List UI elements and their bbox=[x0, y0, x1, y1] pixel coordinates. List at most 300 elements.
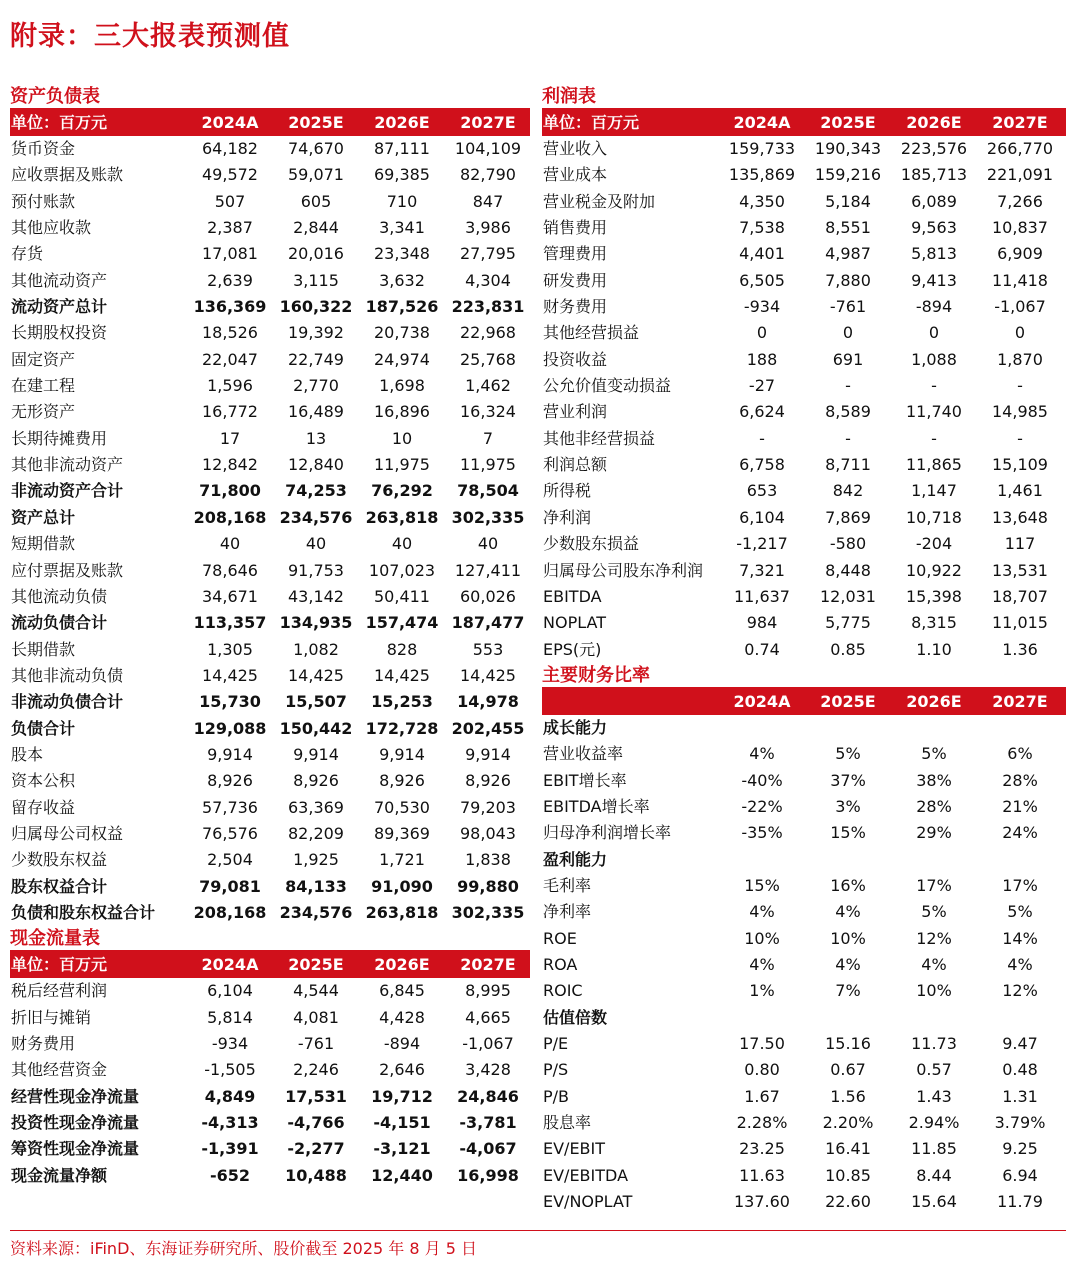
row-label: 股东权益合计 bbox=[11, 876, 108, 896]
cell-value bbox=[977, 715, 1063, 741]
cell-value: 8,711 bbox=[825, 455, 871, 475]
cell-value: 91,753 bbox=[288, 560, 344, 580]
cell-value: 8.44 bbox=[916, 1165, 952, 1185]
cell-value: 113,357 bbox=[193, 613, 267, 633]
cell-value: 11,975 bbox=[374, 455, 430, 475]
table-row bbox=[10, 1110, 530, 1136]
cell-value: 16% bbox=[830, 875, 866, 895]
cell-value: 82,790 bbox=[460, 165, 516, 185]
cell-value: 19,712 bbox=[371, 1086, 433, 1106]
cell-value: 202,455 bbox=[451, 718, 525, 738]
row-label: 固定资产 bbox=[11, 349, 76, 369]
cell-value: 16,772 bbox=[202, 402, 258, 422]
table-row bbox=[542, 347, 1066, 373]
cell-value: -761 bbox=[829, 297, 867, 317]
cell-value: 135,869 bbox=[728, 165, 796, 185]
table-row bbox=[542, 1057, 1066, 1083]
cell-value: 22,749 bbox=[288, 349, 344, 369]
cell-value: 28% bbox=[916, 796, 952, 816]
cell-value: 0 bbox=[1014, 323, 1026, 343]
table-row bbox=[542, 794, 1066, 820]
cell-value: 4% bbox=[921, 954, 947, 974]
row-label: ROE bbox=[543, 928, 577, 948]
cell-value: 6,909 bbox=[997, 244, 1043, 264]
cell-value: 134,935 bbox=[279, 613, 353, 633]
cell-value: 14,425 bbox=[374, 665, 430, 685]
table-row bbox=[10, 320, 530, 346]
year-header: 2024A bbox=[201, 113, 259, 132]
cell-value: 12,840 bbox=[288, 455, 344, 475]
cell-value: 10% bbox=[830, 928, 866, 948]
cell-value: 34,671 bbox=[202, 586, 258, 606]
cell-value: 0.67 bbox=[830, 1060, 866, 1080]
row-label: NOPLAT bbox=[543, 613, 606, 633]
cell-value: -4,313 bbox=[201, 1113, 259, 1133]
row-label: 少数股东损益 bbox=[543, 534, 640, 554]
cell-value bbox=[805, 1005, 891, 1031]
cell-value: 6,104 bbox=[739, 507, 785, 527]
financial-ratios-table bbox=[542, 663, 1066, 1216]
cell-value: 691 bbox=[832, 349, 864, 369]
cell-value: 1,305 bbox=[207, 639, 253, 659]
cell-value: 13 bbox=[305, 428, 327, 448]
row-label: 营业收益率 bbox=[543, 744, 624, 764]
table-row bbox=[542, 189, 1066, 215]
year-header: 2025E bbox=[820, 113, 876, 132]
cell-value: 1% bbox=[749, 981, 775, 1001]
row-label: 在建工程 bbox=[11, 376, 76, 396]
cell-value: 11.73 bbox=[911, 1034, 957, 1053]
table-row bbox=[542, 952, 1066, 978]
cell-value: 6% bbox=[1007, 744, 1033, 764]
table-row bbox=[10, 900, 530, 926]
cell-value: 4% bbox=[835, 902, 861, 922]
table-row bbox=[542, 768, 1066, 794]
row-label: 折旧与摊销 bbox=[11, 1007, 92, 1027]
cell-value: 15.64 bbox=[911, 1192, 957, 1212]
cell-value: 1.10 bbox=[916, 639, 952, 659]
row-label: 毛利率 bbox=[543, 875, 592, 895]
cell-value bbox=[891, 847, 977, 873]
table-row bbox=[10, 347, 530, 373]
cell-value: 11,418 bbox=[992, 270, 1048, 290]
cell-value: 3,428 bbox=[465, 1060, 511, 1080]
cell-value: 10,718 bbox=[906, 507, 962, 527]
table-row bbox=[10, 847, 530, 873]
table-row bbox=[542, 978, 1066, 1004]
cell-value: 10 bbox=[391, 428, 413, 448]
row-label: 归属母公司权益 bbox=[11, 823, 124, 843]
cell-value: 4,987 bbox=[825, 244, 871, 264]
year-header: 2027E bbox=[992, 113, 1048, 132]
unit-label bbox=[542, 689, 719, 715]
cell-value: 0 bbox=[756, 323, 768, 343]
table-row bbox=[542, 873, 1066, 899]
row-label: 所得税 bbox=[543, 481, 592, 501]
table-row bbox=[542, 162, 1066, 188]
ratios-title: 主要财务比率 bbox=[542, 663, 1066, 689]
right-column bbox=[542, 84, 1066, 1215]
table-row bbox=[542, 505, 1066, 531]
cell-value: 49,572 bbox=[202, 165, 258, 185]
cell-value: 89,369 bbox=[374, 823, 430, 843]
table-row bbox=[10, 452, 530, 478]
table-row bbox=[10, 1057, 530, 1083]
row-label: 其他非经营损益 bbox=[543, 428, 656, 448]
cell-value: 7,880 bbox=[825, 270, 871, 290]
table-row bbox=[542, 1084, 1066, 1110]
cell-value: 9,914 bbox=[465, 744, 511, 764]
year-header: 2027E bbox=[460, 955, 516, 975]
cell-value bbox=[977, 1005, 1063, 1031]
cell-value: 1,461 bbox=[997, 481, 1043, 501]
cell-value: 7,266 bbox=[997, 191, 1043, 211]
cell-value: 12,842 bbox=[202, 455, 258, 475]
table-row bbox=[542, 478, 1066, 504]
income-statement-table bbox=[542, 84, 1066, 663]
cell-value: 208,168 bbox=[193, 507, 267, 527]
cell-value: 4,350 bbox=[739, 191, 785, 211]
cell-value: 16,489 bbox=[288, 402, 344, 422]
cell-value: 137.60 bbox=[734, 1192, 790, 1212]
cell-value: 3,986 bbox=[465, 218, 511, 238]
cell-value: 828 bbox=[386, 639, 418, 659]
cell-value: 71,800 bbox=[199, 481, 261, 501]
row-label: 净利润 bbox=[543, 507, 592, 527]
cell-value: 40 bbox=[477, 534, 499, 554]
cell-value: 74,253 bbox=[285, 481, 347, 501]
row-label: 留存收益 bbox=[11, 797, 76, 817]
cell-value: 2,504 bbox=[207, 850, 253, 870]
balance-title: 资产负债表 bbox=[10, 84, 530, 110]
cell-value: 27,795 bbox=[460, 244, 516, 264]
cell-value bbox=[719, 715, 805, 741]
table-row bbox=[10, 978, 530, 1004]
row-label: 研发费用 bbox=[543, 270, 608, 290]
row-label: P/S bbox=[543, 1060, 569, 1080]
row-label: 其他流动负债 bbox=[11, 586, 108, 606]
table-row bbox=[10, 795, 530, 821]
row-label: EV/EBITDA bbox=[543, 1165, 629, 1185]
row-label: 其他非流动负债 bbox=[11, 665, 124, 685]
cell-value: 22.60 bbox=[825, 1192, 871, 1212]
cell-value: 87,111 bbox=[374, 139, 430, 158]
table-row bbox=[10, 268, 530, 294]
row-label: 归属母公司股东净利润 bbox=[543, 560, 704, 580]
cell-value: 15% bbox=[744, 875, 780, 895]
row-label: 成长能力 bbox=[543, 717, 608, 737]
row-label: 资产总计 bbox=[11, 507, 76, 527]
cell-value: 4% bbox=[749, 954, 775, 974]
cell-value: 3,632 bbox=[379, 270, 425, 290]
cell-value: -1,067 bbox=[994, 297, 1046, 317]
cell-value: -40% bbox=[741, 770, 783, 790]
row-label: EBITDA增长率 bbox=[543, 796, 650, 816]
row-label: 股息率 bbox=[543, 1113, 592, 1133]
table-row bbox=[10, 742, 530, 768]
table-row bbox=[542, 1031, 1066, 1057]
cell-value: 3% bbox=[835, 796, 861, 816]
cell-value: 2,639 bbox=[207, 270, 253, 290]
cell-value: 9,413 bbox=[911, 270, 957, 290]
cell-value: 1.31 bbox=[1002, 1086, 1038, 1106]
cell-value: 14,425 bbox=[460, 665, 516, 685]
cell-value: 59,071 bbox=[288, 165, 344, 185]
cashflow-title: 现金流量表 bbox=[10, 926, 530, 952]
cell-value: 20,738 bbox=[374, 323, 430, 343]
row-label: 其他非流动资产 bbox=[11, 455, 124, 475]
cell-value: 17 bbox=[219, 428, 241, 448]
cell-value: 9.47 bbox=[1002, 1034, 1038, 1053]
table-row bbox=[10, 241, 530, 267]
cell-value: 10,488 bbox=[285, 1165, 347, 1185]
row-label: 流动资产总计 bbox=[11, 297, 108, 317]
table-row bbox=[10, 1136, 530, 1162]
row-label: 营业收入 bbox=[543, 139, 608, 158]
cell-value: 1.67 bbox=[744, 1086, 780, 1106]
table-row bbox=[10, 610, 530, 636]
cell-value: 40 bbox=[305, 534, 327, 554]
cell-value: 653 bbox=[746, 481, 778, 501]
row-label: 负债合计 bbox=[11, 718, 76, 738]
cell-value: 6,845 bbox=[379, 981, 425, 1001]
row-label: 流动负债合计 bbox=[11, 613, 108, 633]
year-header: 2026E bbox=[374, 113, 430, 132]
cell-value: 234,576 bbox=[279, 507, 353, 527]
row-label: 现金流量净额 bbox=[11, 1165, 108, 1185]
cell-value: - bbox=[1017, 376, 1023, 396]
cell-value: 12% bbox=[1002, 981, 1038, 1001]
cell-value: 8,926 bbox=[207, 771, 253, 791]
row-label: ROA bbox=[543, 954, 578, 974]
cell-value: 7 bbox=[482, 428, 494, 448]
table-row bbox=[542, 294, 1066, 320]
cell-value: 76,576 bbox=[202, 823, 258, 843]
cell-value: -35% bbox=[741, 823, 783, 843]
cell-value: 188 bbox=[746, 349, 778, 369]
cell-value: 8,926 bbox=[379, 771, 425, 791]
cell-value: 91,090 bbox=[371, 876, 433, 896]
cell-value: 302,335 bbox=[451, 507, 525, 527]
cell-value: 4,304 bbox=[465, 270, 511, 290]
cell-value: 64,182 bbox=[202, 139, 258, 158]
cell-value: -3,121 bbox=[373, 1139, 431, 1159]
cell-value: 5,813 bbox=[911, 244, 957, 264]
cell-value: 8,926 bbox=[293, 771, 339, 791]
cell-value: 7,321 bbox=[739, 560, 785, 580]
table-row bbox=[542, 610, 1066, 636]
cell-value: -1,505 bbox=[204, 1060, 256, 1080]
table-row bbox=[10, 373, 530, 399]
row-label: 投资性现金净流量 bbox=[11, 1113, 140, 1133]
row-label: 应收票据及账款 bbox=[11, 165, 124, 185]
row-label: 股本 bbox=[11, 744, 44, 764]
cell-value: 187,477 bbox=[451, 613, 525, 633]
table-row bbox=[542, 1189, 1066, 1215]
cell-value: 127,411 bbox=[454, 560, 522, 580]
cell-value: - bbox=[931, 428, 937, 448]
cell-value: 8,448 bbox=[825, 560, 871, 580]
cell-value: 0.48 bbox=[1002, 1060, 1038, 1080]
cell-value: 70,530 bbox=[374, 797, 430, 817]
row-label: 管理费用 bbox=[543, 244, 608, 264]
table-row bbox=[542, 1110, 1066, 1136]
table-row bbox=[10, 1084, 530, 1110]
cell-value: 10.85 bbox=[825, 1165, 871, 1185]
page-title: 附录：三大报表预测值 bbox=[10, 21, 290, 52]
unit-label: 单位：百万元 bbox=[11, 113, 108, 132]
cell-value: 5% bbox=[835, 744, 861, 764]
year-header: 2027E bbox=[460, 113, 516, 132]
table-row bbox=[542, 820, 1066, 846]
table-row bbox=[10, 1005, 530, 1031]
cell-value: 15% bbox=[830, 823, 866, 843]
cell-value: 234,576 bbox=[279, 902, 353, 922]
cell-value: 1,838 bbox=[465, 850, 511, 870]
cell-value: 14,425 bbox=[288, 665, 344, 685]
table-row bbox=[10, 189, 530, 215]
table-header bbox=[542, 110, 1066, 136]
cell-value: 12% bbox=[916, 928, 952, 948]
cell-value: 302,335 bbox=[451, 902, 525, 922]
row-label: 负债和股东权益合计 bbox=[11, 902, 156, 922]
cell-value: 17% bbox=[1002, 875, 1038, 895]
cell-value: 17.50 bbox=[739, 1034, 785, 1053]
cell-value bbox=[805, 847, 891, 873]
cell-value: 29% bbox=[916, 823, 952, 843]
cell-value: 11,015 bbox=[992, 613, 1048, 633]
cell-value: 6,624 bbox=[739, 402, 785, 422]
cell-value: 159,216 bbox=[814, 165, 882, 185]
cell-value: 1.56 bbox=[830, 1086, 866, 1106]
row-label: 无形资产 bbox=[11, 402, 76, 422]
cell-value: 24% bbox=[1002, 823, 1038, 843]
row-label: EBIT增长率 bbox=[543, 770, 627, 790]
cell-value: 2.28% bbox=[736, 1113, 788, 1133]
row-label: 存货 bbox=[11, 244, 44, 264]
row-label: 营业税金及附加 bbox=[543, 191, 656, 211]
cell-value: 69,385 bbox=[374, 165, 430, 185]
footer-divider bbox=[10, 1230, 1066, 1231]
cell-value: 0.57 bbox=[916, 1060, 952, 1080]
cell-value bbox=[977, 847, 1063, 873]
cell-value: 6,104 bbox=[207, 981, 253, 1001]
cell-value: 15,730 bbox=[199, 692, 261, 712]
cell-value: 1,082 bbox=[293, 639, 339, 659]
cell-value: -1,391 bbox=[201, 1139, 259, 1159]
cell-value: -4,151 bbox=[373, 1113, 431, 1133]
cell-value: 3,115 bbox=[293, 270, 339, 290]
table-row bbox=[10, 821, 530, 847]
cell-value: 507 bbox=[214, 191, 246, 211]
cell-value: -2,277 bbox=[287, 1139, 345, 1159]
cell-value: 3.79% bbox=[994, 1113, 1046, 1133]
cell-value: -4,766 bbox=[287, 1113, 345, 1133]
table-row bbox=[542, 584, 1066, 610]
cell-value: 187,526 bbox=[365, 297, 439, 317]
cell-value: 5% bbox=[921, 744, 947, 764]
cell-value: 553 bbox=[472, 639, 504, 659]
table-row bbox=[542, 847, 1066, 873]
row-label: 非流动负债合计 bbox=[11, 692, 124, 712]
cell-value: 129,088 bbox=[193, 718, 267, 738]
cell-value: -934 bbox=[211, 1034, 249, 1053]
cell-value: 117 bbox=[1004, 534, 1036, 554]
cell-value: -761 bbox=[297, 1034, 335, 1053]
row-label: 公允价值变动损益 bbox=[543, 376, 672, 396]
balance-sheet-table bbox=[10, 84, 530, 926]
row-label: 预付账款 bbox=[11, 191, 76, 211]
cell-value: 79,081 bbox=[199, 876, 261, 896]
cell-value: 7,869 bbox=[825, 507, 871, 527]
cell-value: 5% bbox=[1007, 902, 1033, 922]
cell-value: 17,531 bbox=[285, 1086, 347, 1106]
cell-value bbox=[719, 1005, 805, 1031]
row-label: 销售费用 bbox=[543, 218, 608, 238]
table-row bbox=[10, 874, 530, 900]
table-row bbox=[10, 1163, 530, 1189]
cell-value: 9,914 bbox=[379, 744, 425, 764]
cell-value: 5,814 bbox=[207, 1007, 253, 1027]
cell-value: 2.20% bbox=[822, 1113, 874, 1133]
cell-value: 10,922 bbox=[906, 560, 962, 580]
row-label: 少数股东权益 bbox=[11, 850, 108, 870]
cell-value: 263,818 bbox=[365, 507, 439, 527]
cell-value: 2,387 bbox=[207, 218, 253, 238]
row-label: 营业成本 bbox=[543, 165, 608, 185]
cell-value: 4% bbox=[749, 744, 775, 764]
row-label: 非流动资产合计 bbox=[11, 481, 124, 501]
table-row bbox=[542, 715, 1066, 741]
table-row bbox=[542, 926, 1066, 952]
table-header bbox=[10, 110, 530, 136]
cell-value: 15.16 bbox=[825, 1034, 871, 1053]
cell-value: 605 bbox=[300, 191, 332, 211]
cell-value: 28% bbox=[1002, 770, 1038, 790]
cell-value: 1.43 bbox=[916, 1086, 952, 1106]
cell-value: 40 bbox=[391, 534, 413, 554]
cell-value: 38% bbox=[916, 770, 952, 790]
cell-value: 5,775 bbox=[825, 613, 871, 633]
cell-value: 190,343 bbox=[814, 139, 882, 158]
row-label: 其他流动资产 bbox=[11, 270, 108, 290]
cell-value: 4,428 bbox=[379, 1007, 425, 1027]
cell-value: 11,637 bbox=[734, 586, 790, 606]
table-row bbox=[10, 689, 530, 715]
cell-value: 107,023 bbox=[368, 560, 436, 580]
row-label: 投资收益 bbox=[543, 349, 608, 369]
cell-value: 13,531 bbox=[992, 560, 1048, 580]
year-header: 2025E bbox=[288, 113, 344, 132]
table-row bbox=[10, 426, 530, 452]
cell-value bbox=[719, 847, 805, 873]
cell-value: 23,348 bbox=[374, 244, 430, 264]
cell-value: 11.79 bbox=[997, 1192, 1043, 1212]
cell-value: 9,914 bbox=[293, 744, 339, 764]
table-row bbox=[542, 399, 1066, 425]
year-header: 2026E bbox=[906, 113, 962, 132]
cell-value: 3,341 bbox=[379, 218, 425, 238]
cell-value: 9,563 bbox=[911, 218, 957, 238]
table-row bbox=[542, 215, 1066, 241]
cell-value: 9.25 bbox=[1002, 1139, 1038, 1159]
cell-value: 0.80 bbox=[744, 1060, 780, 1080]
cell-value bbox=[891, 1005, 977, 1031]
cell-value: 2,770 bbox=[293, 376, 339, 396]
cell-value: 99,880 bbox=[457, 876, 519, 896]
table-row bbox=[542, 373, 1066, 399]
row-label: 利润总额 bbox=[543, 455, 608, 475]
